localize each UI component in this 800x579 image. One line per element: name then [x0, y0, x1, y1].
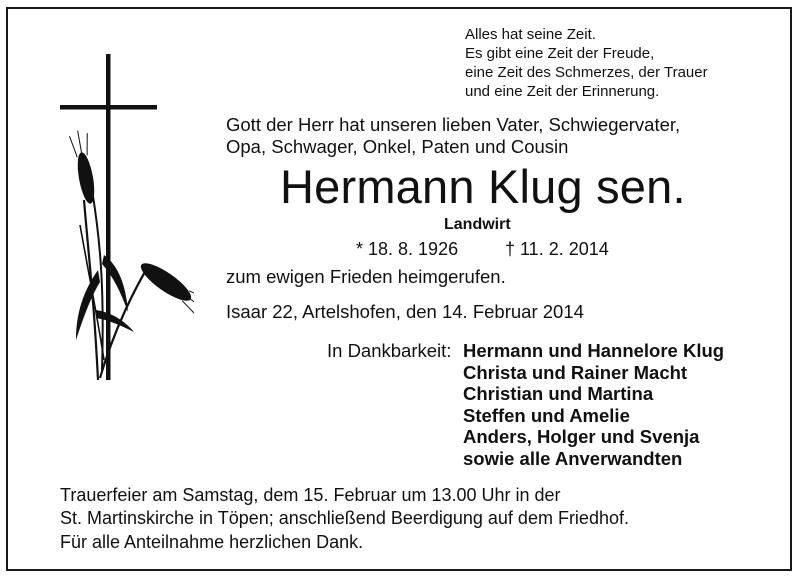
poem-line: Alles hat seine Zeit. [465, 26, 596, 43]
deceased-occupation: Landwirt [444, 216, 511, 233]
mourner-entry: Steffen und Amelie [463, 404, 630, 426]
death-date: † 11. 2. 2014 [505, 239, 609, 259]
birth-date: * 18. 8. 1926 [356, 239, 459, 259]
poem-line: eine Zeit des Schmerzes, der Trauer [465, 64, 708, 81]
service-line: St. Martinskirche in Töpen; anschließend Beerdigung auf dem Friedhof. [60, 508, 629, 528]
mourner-entry: Christian und Martina [463, 383, 654, 405]
intro-text [226, 114, 680, 158]
mourner-entry: sowie alle Anverwandten [463, 447, 683, 469]
intro-line: Gott der Herr hat unseren lieben Vater, Schwiegervater, [226, 114, 681, 135]
service-line: Trauerfeier am Samstag, dem 15. Februar um 13.00 Uhr in der [60, 485, 561, 505]
mourners-list [463, 340, 724, 470]
poem-line: und eine Zeit der Erinnerung. [465, 83, 660, 100]
service-info [60, 484, 629, 530]
thanks-label: In Dankbarkeit: [327, 340, 452, 361]
cross-with-wheat-icon [54, 50, 194, 380]
closing-thanks: Für alle Anteilnahme herzlichen Dank. [60, 532, 364, 552]
mourner-entry: Hermann und Hannelore Klug [463, 340, 725, 361]
poem-line: Es gibt eine Zeit der Freude, [465, 45, 655, 62]
poem [465, 25, 708, 101]
rest-line: zum ewigen Frieden heimgerufen. [226, 266, 506, 287]
mourner-entry: Anders, Holger und Svenja [463, 426, 700, 448]
intro-line: Opa, Schwager, Onkel, Paten und Cousin [226, 136, 569, 157]
place-date-line: Isaar 22, Artelshofen, den 14. Februar 2014 [226, 301, 584, 322]
deceased-name: Hermann Klug sen. [280, 160, 686, 213]
mourner-entry: Christa und Rainer Macht [463, 361, 688, 383]
